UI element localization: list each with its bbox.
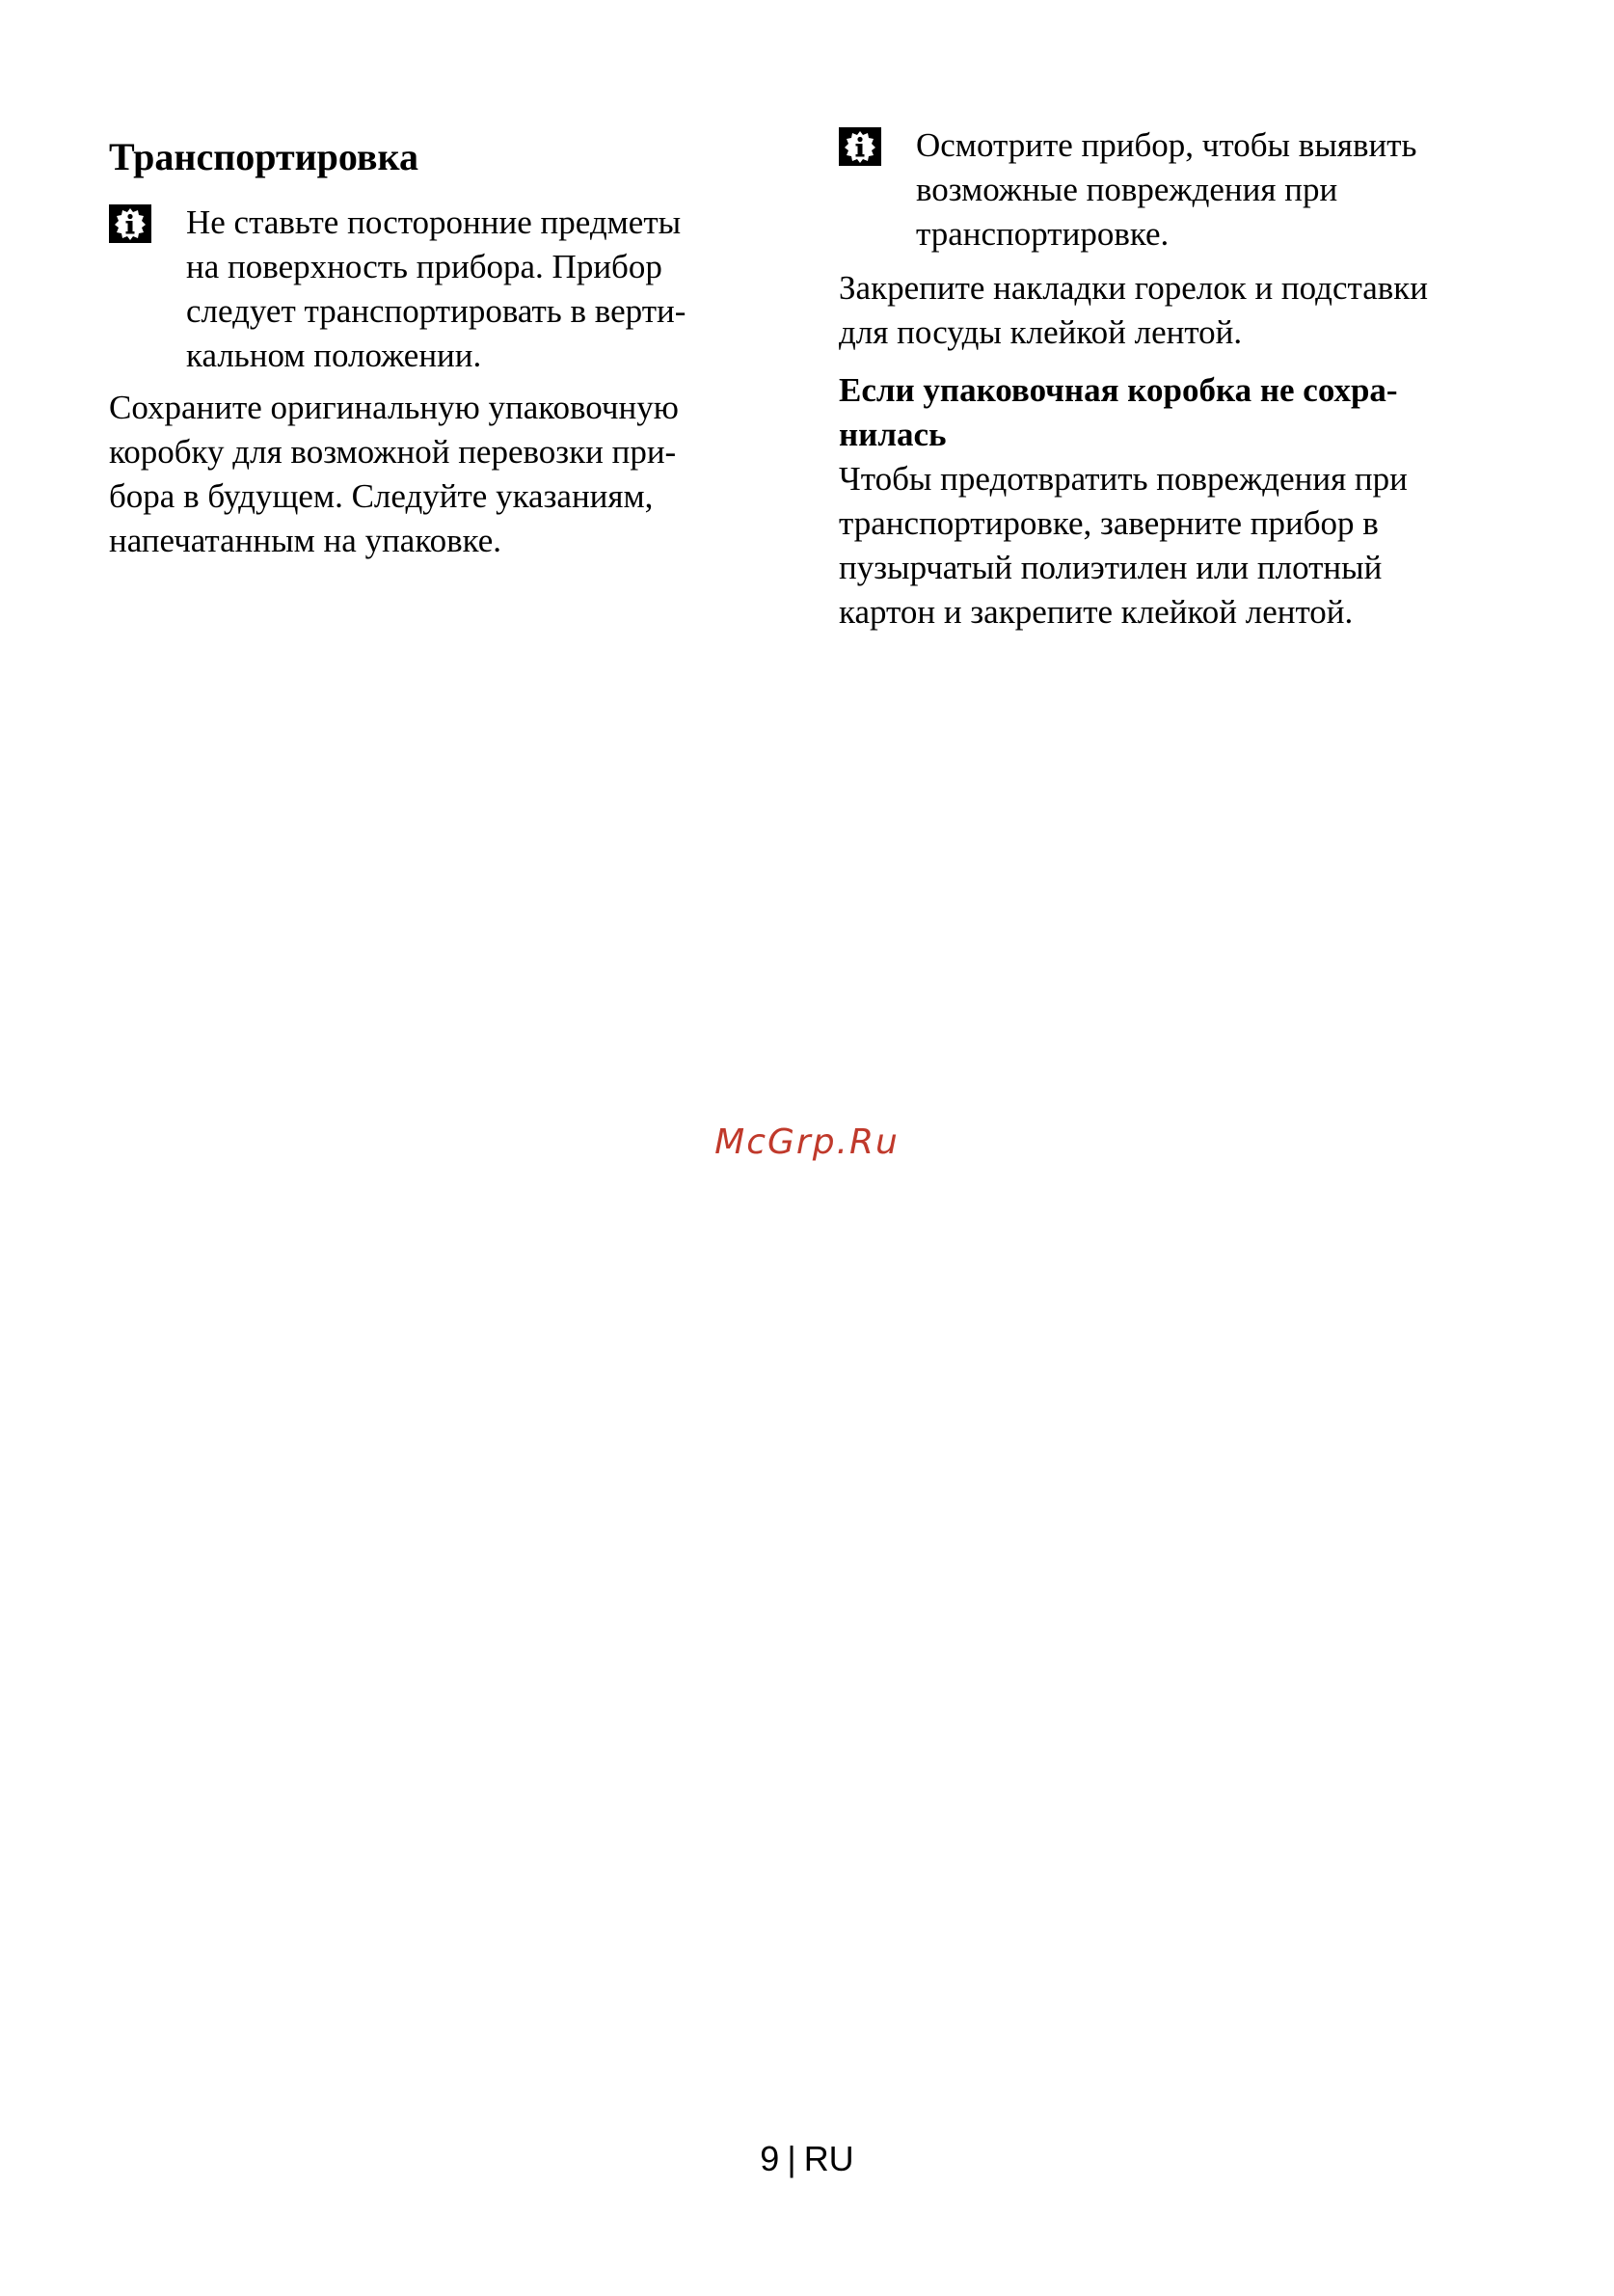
subsection-title-no-box <box>839 368 1398 457</box>
paragraph-secure-caps <box>839 266 1428 355</box>
text-line: для посуды клейкой лентой. <box>839 313 1243 351</box>
info-note-left <box>109 201 774 378</box>
text-line: пузырчатый полиэтилен или плотный <box>839 549 1383 586</box>
paragraph-keep-box <box>109 386 679 563</box>
language-code: RU <box>803 2139 854 2178</box>
text-line: коробку для возможной перевозки при- <box>109 433 677 471</box>
text-line: Осмотрите прибор, чтобы выявить <box>916 126 1417 164</box>
section-title-transport: Транспортировка <box>109 135 418 178</box>
text-line: транспортировке. <box>916 215 1170 253</box>
paragraph-wrap-appliance <box>839 457 1408 635</box>
text-line: напечатанным на упаковке. <box>109 522 502 559</box>
text-line: бора в будущем. Следуйте указаниям, <box>109 477 654 515</box>
text-line: транспортировке, заверните прибор в <box>839 504 1379 542</box>
page-footer <box>0 2139 1614 2179</box>
text-line: Закрепите накладки горелок и подставки <box>839 269 1429 307</box>
text-line: нилась <box>839 416 947 453</box>
text-line: на поверхность прибора. Прибор <box>186 248 662 285</box>
text-line: возможные повреждения при <box>916 171 1338 208</box>
page-number: 9 <box>760 2139 780 2178</box>
note-text <box>109 201 774 378</box>
note-text <box>839 123 1533 257</box>
text-line: Не ставьте посторонние предметы <box>186 203 682 241</box>
info-icon <box>109 204 151 243</box>
text-line: кальном положении. <box>186 337 482 374</box>
watermark: McGrp.Ru <box>714 1122 900 1162</box>
footer-separator: | <box>787 2139 796 2178</box>
info-icon <box>839 127 881 166</box>
text-line: Если упаковочная коробка не сохра- <box>839 371 1398 409</box>
text-line: следует транспортировать в верти- <box>186 292 686 330</box>
text-line: картон и закрепите клейкой лентой. <box>839 593 1354 631</box>
text-line: Чтобы предотвратить повреждения при <box>839 460 1408 498</box>
info-note-right <box>839 123 1533 257</box>
text-line: Сохраните оригинальную упаковочную <box>109 389 679 426</box>
